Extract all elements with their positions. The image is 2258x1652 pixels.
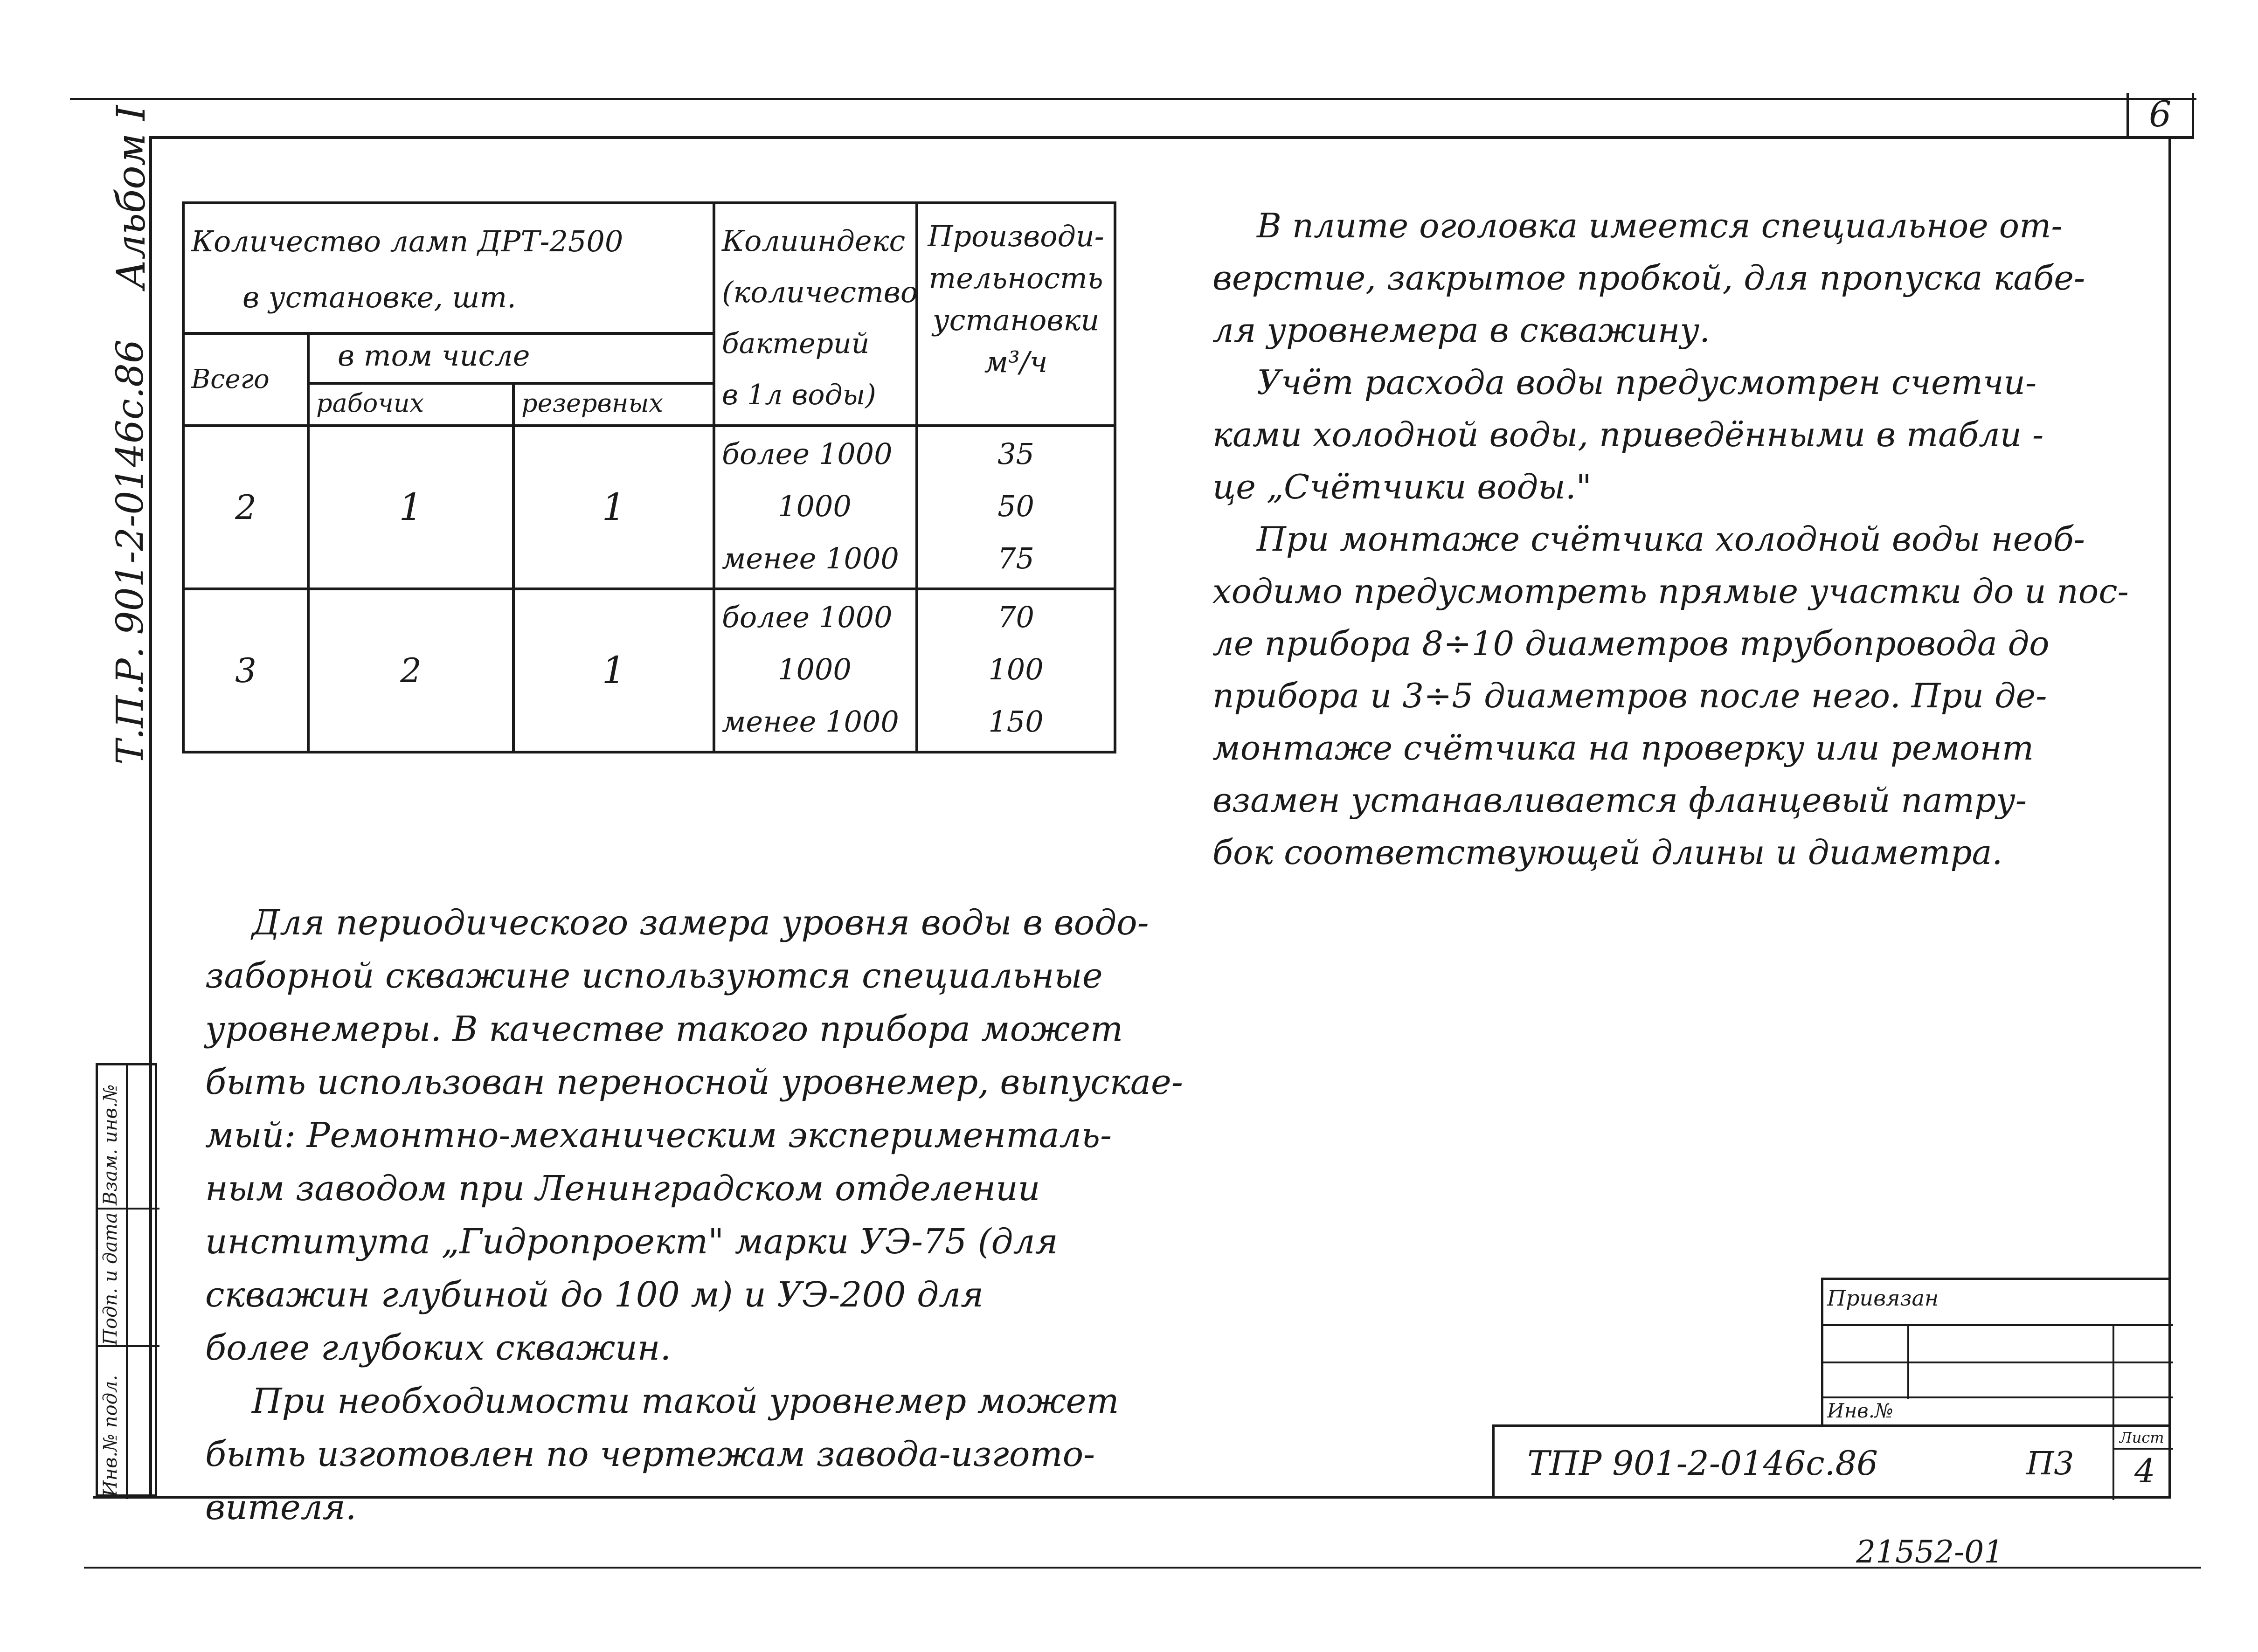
left-text-block	[205, 896, 1183, 1534]
inv-label: Инв.№	[1827, 1399, 1893, 1422]
text-line: В плите оголовка имеется специальное от-	[1257, 206, 2063, 245]
header-coli: Колииндекс (количество бактерий в 1л воды)	[714, 203, 917, 426]
text-line: вителя.	[205, 1487, 357, 1528]
header-total: Всего	[183, 333, 308, 426]
text-line: ле прибора 8÷10 диаметров трубопровода до	[1212, 624, 2050, 663]
text-line: ным заводом при Ленинградском отделении	[205, 1168, 1040, 1209]
text-line: ками холодной воды, приведёнными в табли -	[1212, 415, 2044, 454]
corner-box-right	[2192, 93, 2194, 139]
stamp-section: П3	[2026, 1445, 2074, 1482]
text-line: института „Гидропроект" марки УЭ-75 (для	[205, 1222, 1058, 1262]
text-line: скважин глубиной до 100 м) и УЭ-200 для	[205, 1275, 984, 1315]
stamp-code: ТПР 901-2-0146с.86	[1527, 1444, 1878, 1483]
text-line: бок соответствующей длины и диаметра.	[1212, 833, 2003, 872]
header-working: рабочих	[308, 383, 513, 426]
stamp-inv: Инв.№ подл.	[100, 1375, 121, 1497]
text-line: более глубоких скважин.	[205, 1328, 672, 1368]
text-line: заборной скважине используются специальные	[205, 956, 1103, 996]
text-line: При монтаже счётчика холодной воды необ-	[1257, 519, 2085, 559]
header-lamps: Количество ламп ДРТ-2500 в установке, шт.	[183, 203, 714, 333]
text-line: ходимо предусмотреть прямые участки до и пос-	[1212, 572, 2129, 611]
sheet-corner-number: 6	[2149, 93, 2172, 135]
text-line: ля уровнемера в скважину.	[1212, 311, 1710, 350]
text-line: мый: Ремонтно-механическим эксперименталь-	[205, 1115, 1112, 1155]
stamp-row	[1492, 1424, 2171, 1498]
text-line: це „Счётчики воды."	[1212, 467, 1592, 506]
text-line: прибора и 3÷5 диаметров после него. При де-	[1212, 676, 2047, 715]
header-reserve: резервных	[513, 383, 714, 426]
attached-label: Привязан	[1827, 1286, 1939, 1311]
project-code-vertical: Т.П.Р. 901-2-0146с.86	[108, 339, 152, 765]
text-line: быть изготовлен по чертежам завода-изгото-	[205, 1434, 1095, 1474]
album-label: Альбом I	[108, 105, 154, 289]
text-line: монтаже счётчика на проверку или ремонт	[1212, 728, 2034, 767]
title-block	[1492, 1278, 2171, 1498]
corner-box-left	[2126, 93, 2129, 139]
sheet-number: 4	[2134, 1452, 2155, 1490]
text-line: Учёт расхода воды предусмотрен счетчи-	[1257, 363, 2037, 402]
text-line: При необходимости такой уровнемер может	[252, 1381, 1119, 1421]
attached-grid	[1821, 1278, 2171, 1427]
header-productivity: Производи- тельность установки м³/ч	[917, 203, 1115, 426]
lamp-table	[182, 201, 1116, 753]
text-line: уровнемеры. В качестве такого прибора может	[205, 1009, 1123, 1049]
table-row: 3 2 1 более 1000 1000 менее 1000 70 100 150	[183, 589, 1115, 752]
margin-stamp	[96, 1063, 157, 1497]
text-line: Для периодического замера уровня воды в водо-	[252, 903, 1149, 943]
inner-top-border	[149, 136, 2194, 139]
sheet-label: Лист	[2119, 1429, 2164, 1446]
stamp-sign: Подп. и дата	[100, 1212, 121, 1345]
bottom-number: 21552-01	[1856, 1534, 2004, 1570]
text-line: взамен устанавливается фланцевый патру-	[1212, 781, 2027, 820]
top-border-line	[70, 98, 2196, 100]
header-incl: в том числе	[308, 333, 714, 383]
text-line: верстие, закрытое пробкой, для пропуска кабе-	[1212, 258, 2085, 297]
right-text-block	[1212, 200, 2129, 878]
stamp-replace: Взам. инв.№	[100, 1084, 121, 1205]
table-row: 2 1 1 более 1000 1000 менее 1000 35 50 75	[183, 426, 1115, 589]
text-line: быть использован переносной уровнемер, выпускае-	[205, 1062, 1183, 1102]
